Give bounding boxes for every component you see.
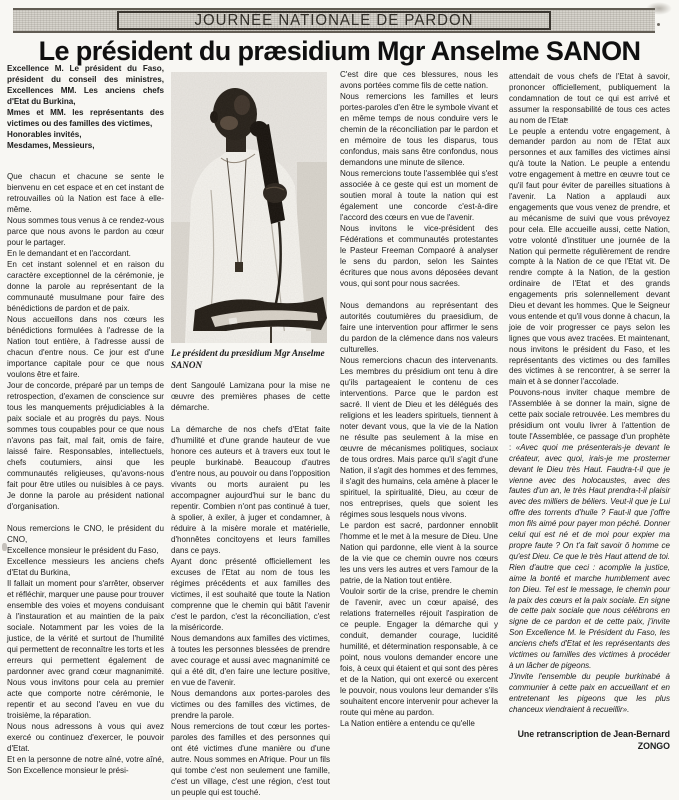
paragraph: C'est dire que ces blessures, nous les avons portées comme fils de cette nation.	[340, 70, 498, 90]
paragraph: Jour de concorde, préparé par un temps de retrospection, d'examen de conscience sur tous les manquements préjudiciables à la paix sociale et au progrès du pays. Nous sommes tous coupables pour ce que nous n'avons pas fait, mal fait, omis de faire, laissé faire. Responsables, intellectuels, chefs coutumiers, ainsi que les communautés religieuses, qu'avons-nous fait pour être utiles ou nuisibles à ce pays. Je donne la parole au président national d'organisation.	[7, 381, 164, 511]
byline-line2: ZONGO	[637, 741, 670, 752]
photo-caption: Le président du præsidium Mgr Anselme SANON	[171, 348, 325, 370]
paragraph: La démarche de nos chefs d'Etat faite d'humilité et d'une grande hauteur de vue honore ces auteurs et à travers eux tout le peuple burkinabè. Beaucoup d'autres d'entre nous, au pouvoir ou dans l'opposition vivants ou morts auraient pu les accompagner aujourd'hui sur le banc du repentir. Combien n'ont pas continué à tuer, à spolier, à exiler, à juger et condamner, à réduire à la misère morale et matérielle, d'honnêtes concitoyens et leurs familles dans ce pays.	[171, 425, 330, 555]
paragraph: Nous invitons le vice-président des Fédérations et communautés protestantes le Pasteur Freeman Compaoré à analyser le sens du pardon, selon les Saintes écritures que nous avons déposées devant vous, qui sont pour nous sacrées.	[340, 224, 498, 288]
paragraph: Mesdames, Messieurs,	[7, 141, 95, 150]
paragraph: En le demandant et en l'accordant.	[7, 249, 131, 258]
column-4	[509, 72, 670, 752]
paragraph: Nous remercions toute l'assemblée qui s'est associée à ce geste qui est un moment de soutien moral à toute la nation qui est également une concorde c'est-à-dire l'accord des cœurs en vue de l'avenir.	[340, 169, 498, 222]
prophet-quote: «Avec quoi me présenterais-je devant le créateur, avec quoi, irais-je me prosterner devant le Dieu très Haut. Faudra-t-il que je vienne avec des holocaustes, avec des fautes d'un an, le très Haut prendra-t-il plaisir avec des milliers de béliers. Veut-il que je Lui offre des torrents d'huile ? Faut-il que j'offre mon fils aimé pour payer mon péché. Donner celui qui est né et de moi pour expier ma propre faute ? On t'a fait savoir ô homme ce qu'est Dieu. Ce que le très Haut attend de toi. Rien d'autre que ceci : acomplie la justice, aime la bonté et marche humblement avec ton Dieu. Tel est le message, le chemin pour la paix des cœurs et la paix sociale. En signe de cette paix sociale que nous célébrons en signe de ce pardon et de cette paix, j'invite Son Excellence M. le Président du Faso, les anciens chefs d'Etat et les représentants des victimes ou familles des victimes à procéder à un lâcher de pigeons.	[509, 442, 671, 670]
paragraph: Il fallait un moment pour s'arrêter, observer et réfléchir, marquer une pause pour trouver ensemble des voies et moyens conduisant à l'instauration et au maintien de la paix sociale. Notamment par les voies de la justice, de la vérité et surtout de l'humilité qui permettent de reconnaître les torts et les erreurs qui permettent également de pardonner avec grand cœur magnanimité. Nous vous invitons pour cela au premier acte que comporte notre cérémonie, le repentir et au second l'aveu en vue du troisième, la réparation.	[7, 579, 164, 720]
paragraph: Nous demandons au représentant des autorités coutumières du praesidium, de faire une intervention pour affirmer le sens du pardon de la clémence dans nos valeurs culturelles.	[340, 301, 498, 354]
paragraph: Et en la personne de notre aîné, votre aîné, Son Excellence monsieur le prési-	[7, 755, 164, 775]
paragraph: Nous remercions les familles et leurs portes-paroles d'en être le symbole vivant et en même temps de nous conduire vers le chemin de la réconciliation par le pardon et en mémoire de tous les disparus, tous confondus, mais sans être confondus, nous demandons une minute de silence.	[340, 92, 498, 167]
paragraph: Excellence messieurs les anciens chefs d'Etat du Burkina,	[7, 557, 164, 577]
column-2-text	[171, 380, 330, 798]
column-2	[171, 72, 330, 798]
paragraph: Nous demandons aux familles des victimes, à toutes les personnes blessées de prendre avec courage et aussi avec magnanimité ce qui a été dit, d'en faire une lecture positive, en vue de l'avenir.	[171, 634, 330, 687]
paragraph: Nous demandons aux portes-paroles des victimes ou des familles des victimes, de prendre la parole.	[171, 689, 330, 720]
paragraph: Le pardon est sacré, pardonner ennoblit l'homme et le met à la mesure de Dieu. Une Nation qui pardonne, elle vient à la source de la vie que ce chemin ouvre nos cœurs les uns vers les autres et vers l'amour de la patrie, de la Nation tout entière.	[340, 521, 498, 585]
paragraph: Vouloir sortir de la crise, prendre le chemin de l'avenir, avec un cœur apaisé, des relations fraternelles réjouit l'aspiration de ce peuple. Engager la démarche qui y conduit, demander courage, lucidité humilité, et détermination responsable, à ce point, nous voulons demander encore une fois, à ceux qui étaient et qui sont des pères et de la Nation, qui ont exercé ou exercent le pouvoir, nous voulons leur demander s'ils souhaitent encore intervenir pour achever la route qui mène au pardon.	[340, 587, 498, 717]
paragraph	[509, 388, 670, 672]
paragraph: Honorables invités,	[7, 130, 82, 139]
banner-title: JOURNÉE NATIONALE DE PARDON	[194, 11, 474, 30]
scan-dot	[657, 23, 660, 26]
paragraph: Nous sommes tous venus à ce rendez-vous parce que nous avons le pardon au cœur pour le partager.	[7, 216, 164, 247]
banner-title-box	[117, 11, 551, 30]
paragraph: J'invite l'ensemble du peuple burkinabé à communier à cette paix en accueillant et en entretenant les pigeons que les plus chanceux viendraient à recueillir».	[509, 671, 670, 714]
paragraph: Nous accueillons dans nos cœurs les bénédictions formulées à l'adresse de la Nation tout entière, à l'adresse aussi de chacun d'entre nous. Ce jour est d'une importance capitale pour ce que nous voulons être et faire.	[7, 315, 164, 379]
paragraph: Nous remercions le CNO, le président du CNO,	[7, 524, 164, 544]
paragraph: La Nation entière a entendu ce qu'elle	[340, 719, 475, 728]
article-headline: Le président du præsidium Mgr Anselme SANON	[38, 36, 641, 66]
paragraph: Excellence M. Le président du Faso, président du conseil des ministres, Excellences MM. Les anciens chefs d'Etat du Burkina,	[7, 64, 164, 106]
paragraph: attendait de vous chefs de l'Etat à savoir, prononcer officiellement, publiquement la condamnation de tout ce qui est arrivé et assumer la responsabilité de tous ces actes au nom de l'Etat.	[509, 72, 670, 125]
column-1	[7, 63, 164, 776]
paragraph: Nous remercions de tout cœur les portes-paroles des familles et des personnes qui ont été victimes d'une manière ou d'une autre. Nous sommes en Afrique. Pour un fils qui tombe c'est non seulement une famille, c'est un village, c'est une région, c'est tout un peuple qui est touché.	[171, 722, 330, 797]
paragraph: Que chacun et chacune se sente le bienvenu en cet espace et en cet instant de retrouvailles où la Nation est face à elle-même.	[7, 172, 164, 214]
section-banner	[13, 8, 655, 33]
paragraph: Excellence monsieur le président du Faso,	[7, 546, 159, 555]
byline-line1: Une retranscription de Jean-Bernard	[517, 729, 670, 740]
photo-illustration	[171, 72, 327, 343]
salutation-block	[7, 63, 164, 151]
paragraph: En cet instant solennel et en raison du caractère exceptionnel de la cérémonie, je donne la parole au représentant de la communauté musulmane pour faire des bénédictions de pardon et de paix.	[7, 260, 164, 313]
paragraph: Nous remercions chacun des intervenants. Les membres du présidium ont tenu à dire qu'ils partageaient le contenu de ces interventions. Parce que le pardon est sacré. Il vient de Dieu et les délégués des religions et les leaders spirituels, tiennent à noter devant vous, que la vie de la Nation ne résulte pas seulement à la mise en œuvre de mécanismes politiques, sociaux de tous ordres. Mais parce qu'il s'agit d'une Nation, il s'agit des hommes et des femmes, il s'agit des humains, cela amène à placer le spirituel, la spiritualité, Dieu, au cœur de nos entreprises, quels que soient les régimes sous lesquels nous vivons.	[340, 356, 498, 519]
paragraph-lead: Pouvons-nous inviter chaque membre de l'Assemblée à se donner la main, signe de cette paix sociale retrouvée. Les membres du présidium ont voulu livrer à l'attention de toute l'Assemblée, ce passage d'un prophète :	[509, 388, 670, 452]
paragraph: Ayant donc présenté officiellement les excuses de l'Etat au nom de tous les régimes précédents et aux familles des victimes, il est souhaité que toute la Nation comprenne que le chemin qui bâtit l'avenir c'est le pardon, c'est la réconciliation, c'est la miséricorde.	[171, 557, 330, 632]
byline	[509, 728, 670, 752]
column-3	[340, 69, 498, 729]
paragraph: Le peuple a entendu votre engagement, à demander pardon au nom de l'Etat aux personnes et aux familles des victimes ainsi qu'à toute la Nation. Le peuple a entendu votre engagement à mettre en œuvre tout ce qu'il faut pour éviter de pareilles situations à l'avenir. La Nation a applaudi aux engagements que vous venez de prendre, et au mécanisme de suivi que vous prévoyez pour cela. Elle accueille aussi, cette Nation, votre volonté d'instituer une journée de la Nation qui permette régulièrement de rendre compte à la Nation de ce que l'Etat vit. De rendre compte à la Nation, de la gestion ordinaire de l'Etat et des grands engagements pris solennellement devant Dieu et devant les hommes. Que le Seigneur vous entende et qu'il vous donne à chacun, la joie de voir progresser ce pays selon les lignes que vous avez tracées. Et maintenant, nous invitons le président du Faso, et les représentants des victimes ou des familles des victimes à se rencontrer, à se serrer la main et à se donner l'accolade.	[509, 126, 670, 387]
photo-mgr-sanon	[171, 72, 327, 343]
paragraph: Mmes et MM. les représentants des victimes ou des familles des victimes,	[7, 108, 164, 128]
paragraph: dent Sangoulé Lamizana pour la mise ne œuvre des premières phases de cette démarche.	[171, 381, 330, 412]
paragraph: Nous nous adressons à vous qui avez exercé ou continuez d'exercer, le pouvoir d'Etat.	[7, 722, 164, 753]
